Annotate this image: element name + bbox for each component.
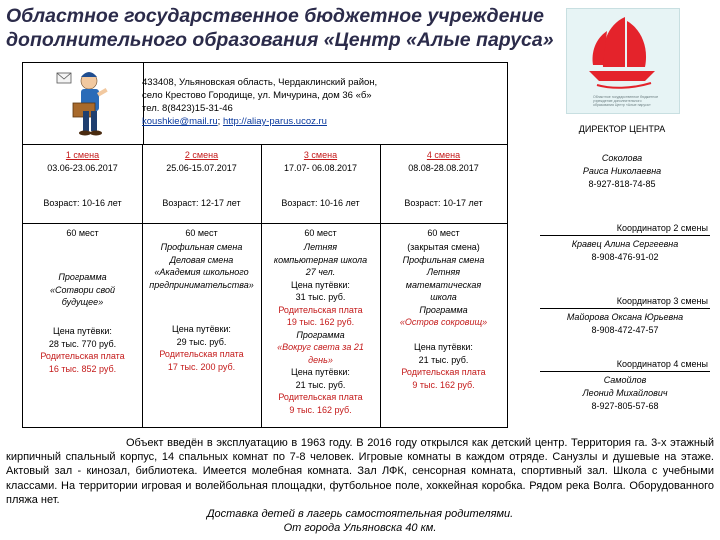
shift-2-places: 60 мест — [185, 228, 218, 238]
shift-1-header — [23, 149, 142, 174]
price-line: 28 тыс. 770 руб. — [48, 338, 117, 349]
program-line: Цена путёвки: — [291, 279, 350, 290]
program-line: предпринимательства» — [149, 279, 254, 290]
program-line: Родительская плата — [401, 367, 486, 377]
parent-fee-line: Родительская плата — [159, 349, 244, 359]
shift-4-dates: 08.08-28.08.2017 — [408, 162, 479, 173]
program-line: 27 чел. — [305, 267, 336, 277]
shift-3-places: 60 мест — [304, 228, 337, 238]
director-block — [566, 152, 678, 191]
director-name-2: Раиса Николаевна — [582, 166, 662, 176]
price-line: Цена путёвки: — [172, 324, 231, 334]
program-line: Летняя — [303, 242, 338, 252]
shift-3-program — [261, 241, 380, 416]
shift-2-name: 2 смена — [184, 150, 219, 160]
coordinator-4-name-1: Самойлов — [603, 375, 647, 385]
contacts-separator: ; — [217, 116, 223, 127]
program-line: 21 тыс. руб. — [295, 379, 346, 390]
program-line: 31 тыс. руб. — [295, 292, 346, 302]
coordinator-2-label: Координатор 2 смены — [616, 223, 708, 233]
program-line — [380, 329, 507, 342]
shift-2-price — [142, 323, 261, 373]
parent-fee-line: 17 тыс. 200 руб. — [167, 361, 236, 372]
address-line-1: 433408, Ульяновская область, Чердаклинский район, — [142, 77, 378, 88]
program-line: «Академия школьного — [154, 267, 249, 277]
distance-note: От города Ульяновска 40 км. — [283, 522, 437, 535]
address-contacts — [142, 115, 377, 128]
program-line: 9 тыс. 162 руб. — [289, 404, 352, 415]
program-line: 9 тыс. 162 руб. — [412, 379, 475, 390]
page-title — [6, 4, 566, 52]
director-phone: 8-927-818-74-85 — [588, 179, 656, 189]
coordinator-3-block — [540, 295, 710, 337]
coordinator-2-name: Кравец Алина Сергеевна — [571, 239, 679, 249]
program-line: Родительская плата — [278, 392, 363, 402]
description-text: Объект введён в эксплуатацию в 1963 году. В 2016 году открылся как детский центр. Территория га. 3-х этажный кирпичный спальный корпус, 14 спальных комнат по 7-8 человек. Игровые комнаты в каждом отряде. Санузлы и душевые на этаже. Актовый зал - кинозал, библиотека. Имеется молебная комната. Зал ЛФК, сенсорная комната, спортивный зал. Школа с учебными классами. На территории игровая и волейбольная площадки, футбольное поле, хоккейная коробка. Рядом река Волга. Оборудованного пляжа нет. — [6, 437, 714, 506]
address-block — [142, 76, 377, 128]
shift-1-places: 60 мест — [66, 228, 99, 238]
parent-fee-line: Родительская плата — [40, 351, 125, 361]
parent-fee-line: 16 тыс. 852 руб. — [48, 363, 117, 374]
delivery-note: Доставка детей в лагерь самостоятельная родителями. — [206, 508, 514, 521]
shift-2-program — [142, 241, 261, 291]
program-line: «Остров сокровищ» — [399, 317, 488, 327]
program-line: Летняя — [426, 267, 461, 277]
shift-2-dates: 25.06-15.07.2017 — [166, 162, 237, 173]
program-line: «Вокруг света за 21 — [277, 342, 364, 352]
program-line: Программа — [296, 329, 345, 340]
program-line: Деловая смена — [169, 254, 234, 265]
shift-1-price — [23, 325, 142, 375]
coordinator-3-label: Координатор 3 смены — [616, 296, 708, 306]
program-line: компьютерная школа — [273, 254, 368, 265]
program-line: Профильная смена — [160, 242, 243, 252]
logo-caption: Областное государственное бюджетное учреждение дополнительного образования Центр «Алые паруса» — [593, 95, 659, 107]
program-line: математическая — [405, 279, 482, 290]
coordinator-3-name: Майорова Оксана Юрьевна — [566, 312, 684, 322]
price-line: Цена путёвки: — [53, 326, 112, 336]
shift-1-age: Возраст: 10-16 лет — [43, 198, 122, 208]
program-line: Программа — [419, 304, 468, 315]
director-label: ДИРЕКТОР ЦЕНТРА — [566, 124, 678, 138]
title-line-1: Областное государственное бюджетное учреждение — [6, 5, 544, 27]
coordinator-2-block — [540, 222, 710, 264]
title-line-2: дополнительного образования «Центр «Алые паруса» — [6, 29, 554, 51]
program-line: Родительская плата — [278, 304, 363, 315]
shifts-table — [22, 144, 508, 428]
shift-4-header — [380, 149, 507, 174]
address-line-2: село Крестово Городище, ул. Мичурина, дом 36 «б» — [142, 90, 372, 101]
shift-1-dates: 03.06-23.06.2017 — [47, 162, 118, 173]
shift-1-program — [23, 271, 142, 309]
mailman-icon — [37, 67, 123, 141]
coordinator-4-block — [540, 358, 710, 413]
shift-4-age: Возраст: 10-17 лет — [404, 198, 483, 208]
coordinator-3-phone: 8-908-472-47-57 — [591, 325, 659, 335]
program-line: 19 тыс. 162 руб. — [286, 317, 355, 327]
program-line: Цена путёвки: — [291, 367, 350, 377]
shift-3-dates: 17.07- 06.08.2017 — [283, 162, 358, 173]
coordinator-2-phone: 8-908-476-91-02 — [591, 252, 659, 262]
program-line: Программа — [58, 272, 107, 282]
program-line: (закрытая смена) — [407, 242, 480, 252]
shift-2-header — [142, 149, 261, 174]
shift-3-name: 3 смена — [303, 150, 338, 160]
sailboat-icon — [567, 9, 679, 95]
director-name-1: Соколова — [601, 153, 643, 163]
program-line: Цена путёвки: — [414, 342, 473, 352]
program-line: «Сотвори свой — [49, 284, 116, 295]
shift-1-name: 1 смена — [65, 150, 100, 160]
coordinator-4-name-2: Леонид Михайлович — [582, 388, 668, 398]
shift-4-program — [380, 241, 507, 391]
coordinator-4-label: Координатор 4 смены — [616, 359, 708, 369]
program-line: школа — [430, 292, 457, 302]
shift-3-header — [261, 149, 380, 174]
shift-4-name: 4 смена — [426, 150, 461, 160]
shift-3-age: Возраст: 10-16 лет — [281, 198, 360, 208]
program-line: будущее» — [61, 297, 104, 307]
program-line: 21 тыс. руб. — [418, 354, 469, 365]
shift-4-places: 60 мест — [427, 228, 460, 238]
facility-description — [6, 436, 714, 535]
price-line: 29 тыс. руб. — [176, 336, 227, 347]
address-phone: тел. 8(8423)15-31-46 — [142, 103, 233, 114]
coordinator-4-phone: 8-927-805-57-68 — [591, 401, 659, 411]
red-sailboat-logo — [566, 8, 680, 114]
email-link[interactable]: koushkie@mail.ru — [142, 116, 218, 127]
shift-2-age: Возраст: 12-17 лет — [162, 198, 241, 208]
site-link[interactable]: http://aliay-parus.ucoz.ru — [222, 116, 327, 127]
program-line: Профильная смена — [402, 254, 485, 265]
program-line: день» — [308, 354, 333, 365]
